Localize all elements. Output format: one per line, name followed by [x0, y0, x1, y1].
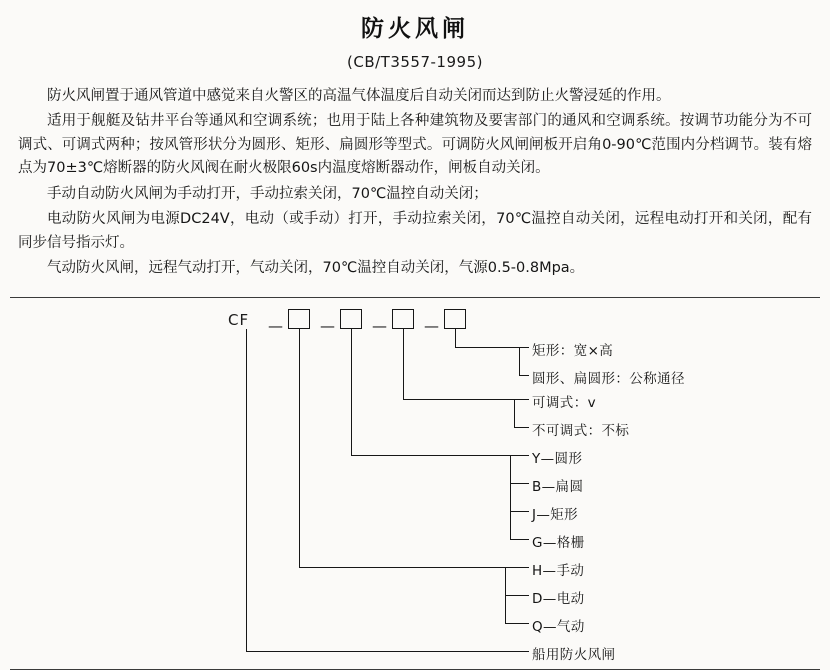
- leaf-q-pneumatic: Q—气动: [532, 618, 585, 635]
- connector-h-leaf-b: [510, 483, 529, 484]
- connector-h-leaf-g: [510, 539, 529, 540]
- connector-v-box3-split: [514, 399, 515, 427]
- leaf-round-diameter: 圆形、扁圆形：公称通径: [532, 370, 685, 387]
- body-text: [18, 85, 812, 281]
- connector-v-prefix: [246, 329, 247, 651]
- leaf-d-electric: D—电动: [532, 590, 585, 607]
- connector-h-leaf-adj: [514, 399, 529, 400]
- code-separator-4: —: [424, 316, 439, 335]
- paragraph-5: 气动防火风闸，远程气动打开，气动关闭，70℃温控自动关闭，气源0.5-0.8Mpa。: [47, 260, 585, 277]
- code-row: [0, 309, 830, 339]
- connector-v-box4: [455, 329, 456, 347]
- leaf-b-flat-round: B—扁圆: [532, 478, 584, 495]
- code-separator-2: —: [320, 316, 335, 335]
- standard-code: (CB/T3557-1995): [347, 53, 483, 71]
- connector-h-leaf-q: [505, 623, 529, 624]
- leaf-y-round: Y—圆形: [532, 450, 583, 467]
- code-separator-1: —: [268, 316, 283, 335]
- code-box-4: [444, 309, 466, 329]
- connector-v-box1: [299, 329, 300, 567]
- code-separator-3: —: [372, 316, 387, 335]
- code-box-1: [288, 309, 310, 329]
- leaf-adjustable: 可调式：v: [532, 394, 596, 411]
- connector-h-prefix: [246, 651, 529, 652]
- leaf-h-manual: H—手动: [532, 562, 585, 579]
- leaf-g-grille: G—格栅: [532, 534, 585, 551]
- model-code-diagram: [0, 297, 830, 663]
- leaf-non-adjustable: 不可调式：不标: [532, 422, 630, 439]
- paragraph-3: 手动自动防火风闸为手动打开，手动拉索关闭，70℃温控自动关闭；: [47, 185, 488, 202]
- connector-h-leaf-rect: [519, 347, 529, 348]
- connector-h-leaf-d: [505, 595, 529, 596]
- code-box-2: [340, 309, 362, 329]
- connector-v-box3: [403, 329, 404, 399]
- paragraph-4: 电动防火风闸为电源DC24V，电动（或手动）打开，手动拉索关闭，70℃温控自动关闭，远程电动打开和关闭，配有同步信号指示灯。: [18, 211, 812, 251]
- connector-v-box2-split: [510, 455, 511, 539]
- connector-h-box2: [351, 455, 511, 456]
- connector-h-leaf-y: [510, 455, 529, 456]
- connector-h-leaf-h: [505, 567, 529, 568]
- connector-h-leaf-nonadj: [514, 427, 529, 428]
- code-prefix: CF: [228, 310, 250, 329]
- leaf-j-rect: J—矩形: [532, 506, 579, 523]
- paragraph-1: 防火风闸置于通风管道中感觉来自火警区的高温气体温度后自动关闭而达到防止火警浸延的作用。: [47, 88, 671, 104]
- connector-h-box3: [403, 399, 515, 400]
- diagram-top-rule: [10, 297, 820, 298]
- document-page: [0, 10, 830, 663]
- connector-h-leaf-round: [519, 375, 529, 376]
- connector-h-leaf-j: [510, 511, 529, 512]
- page-title: 防火风闸: [361, 16, 469, 42]
- paragraph-2: 适用于舰艇及钻井平台等通风和空调系统；也用于陆上各种建筑物及要害部门的通风和空调系统。按调节功能分为不可调式、可调式两种；按风管形状分为圆形、矩形、扁圆形等型式。可调防火风闸闸板开启角0-90℃范围内分档调节。装有熔点为70±3℃熔断器的防火风阀在耐火极限60s内温度熔断器动作，闸板自动关闭。: [18, 113, 812, 177]
- leaf-marine-damper: 船用防火风闸: [532, 646, 616, 663]
- code-box-3: [392, 309, 414, 329]
- connector-h-box4: [455, 347, 520, 348]
- connector-v-box2: [351, 329, 352, 455]
- connector-h-box1: [299, 567, 506, 568]
- leaf-rect-size: 矩形：宽×高: [532, 342, 614, 359]
- connector-v-box4-split: [519, 347, 520, 375]
